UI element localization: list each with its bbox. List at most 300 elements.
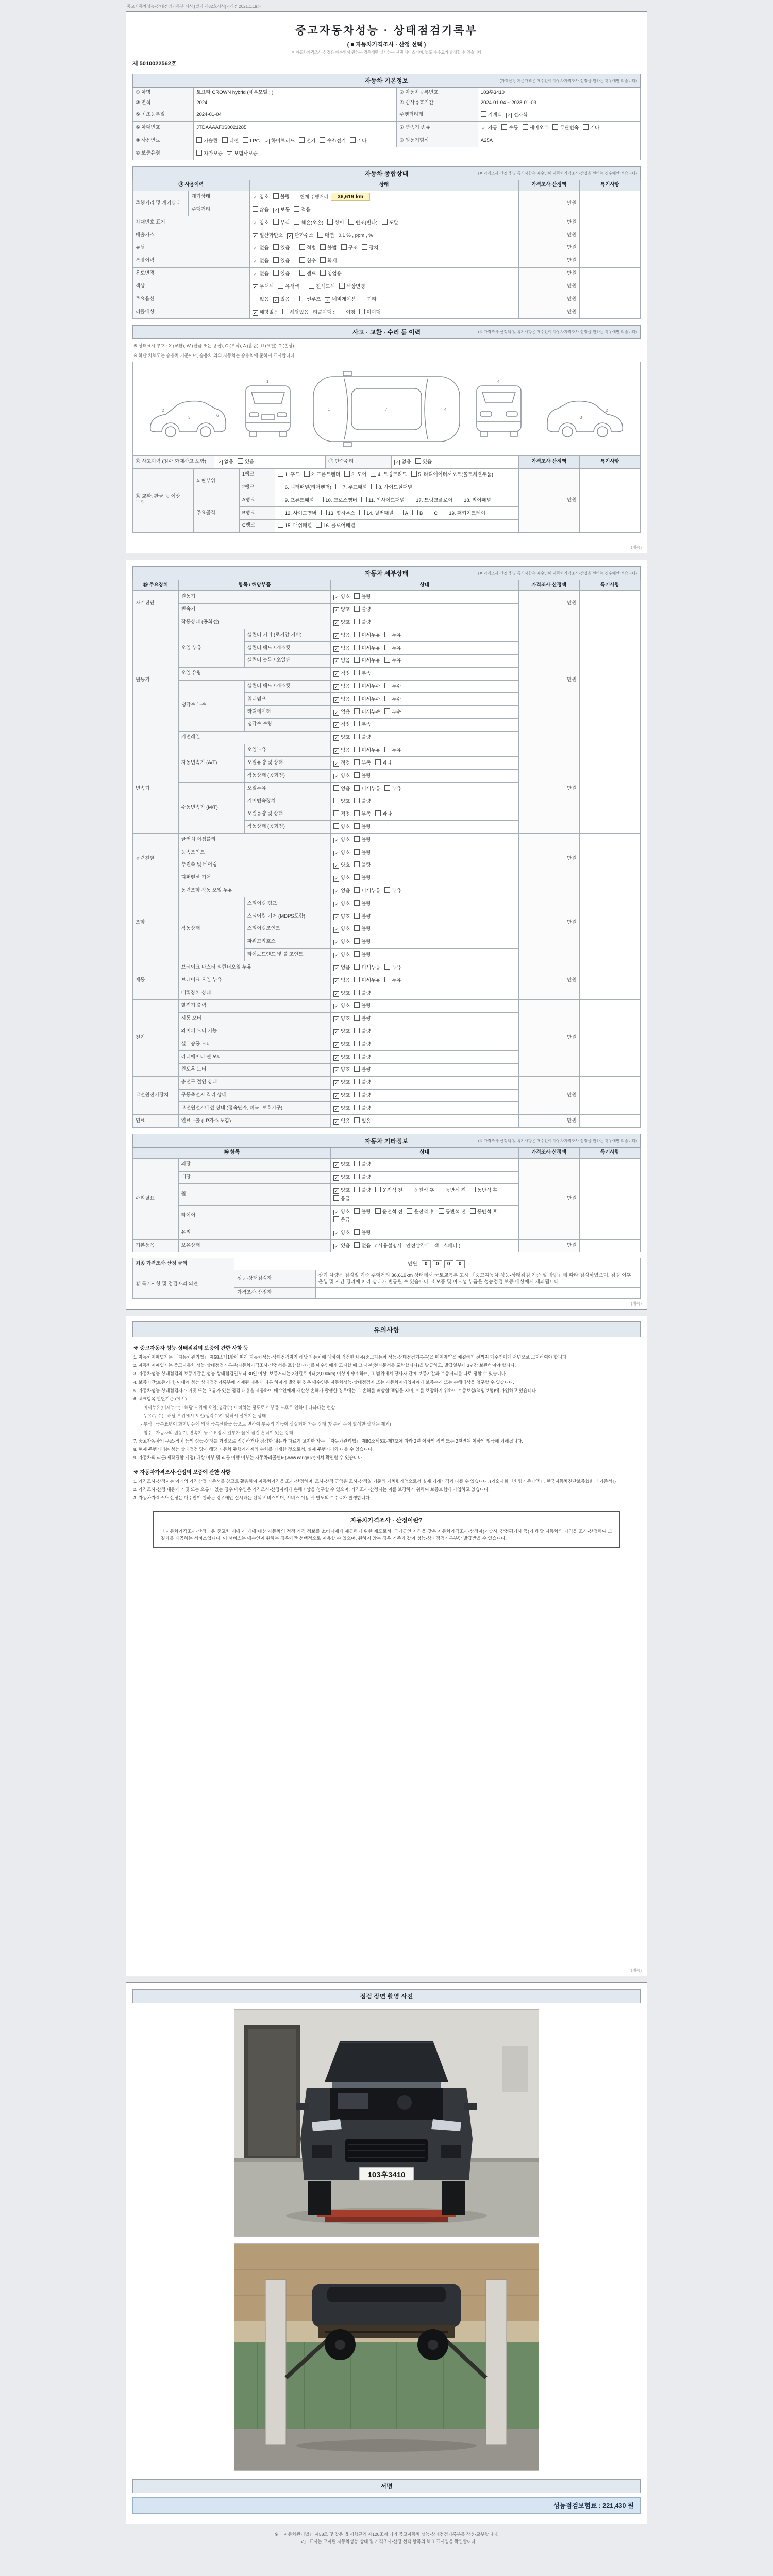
checked-box-icon[interactable]: ✓	[253, 272, 258, 277]
empty-box-icon[interactable]	[359, 309, 365, 314]
checkbox-전체도색[interactable]	[309, 283, 335, 291]
checked-box-icon[interactable]: ✓	[333, 914, 339, 920]
checkbox-양호[interactable]	[333, 1055, 350, 1061]
checked-box-icon[interactable]: ✓	[333, 940, 339, 945]
checkbox-불량[interactable]	[354, 593, 371, 601]
empty-box-icon[interactable]	[354, 1229, 360, 1235]
checkbox-침수[interactable]	[299, 257, 316, 265]
checkbox-양호[interactable]	[333, 594, 350, 601]
empty-box-icon[interactable]	[354, 593, 360, 599]
checkbox-불량[interactable]	[354, 1208, 371, 1216]
checkbox-5. 라디에이터서포트(볼트체결부품)[interactable]	[411, 471, 493, 479]
empty-box-icon[interactable]	[354, 1187, 360, 1192]
checked-box-icon[interactable]: ✓	[253, 284, 258, 290]
checkbox-양호[interactable]	[333, 914, 350, 921]
checkbox-탄화수소[interactable]	[287, 233, 313, 240]
checked-box-icon[interactable]: ✓	[333, 1162, 339, 1168]
checkbox-불량[interactable]	[354, 1079, 371, 1087]
checkbox-과다[interactable]	[375, 759, 392, 767]
empty-box-icon[interactable]	[382, 219, 388, 225]
empty-box-icon[interactable]	[427, 510, 432, 515]
empty-box-icon[interactable]	[354, 619, 360, 624]
empty-box-icon[interactable]	[339, 283, 345, 289]
empty-box-icon[interactable]	[354, 1002, 360, 1008]
checkbox-양호[interactable]	[333, 1230, 350, 1237]
checkbox-양호[interactable]	[333, 1106, 350, 1112]
empty-box-icon[interactable]	[354, 1041, 360, 1046]
checkbox-이행[interactable]	[339, 309, 355, 316]
checkbox-부족[interactable]	[354, 810, 371, 818]
checkbox-양호[interactable]	[333, 952, 350, 959]
checked-box-icon[interactable]: ✓	[333, 1210, 339, 1215]
checked-box-icon[interactable]: ✓	[333, 646, 339, 652]
checkbox-가솔린[interactable]	[196, 137, 218, 145]
empty-box-icon[interactable]	[481, 111, 486, 117]
checked-box-icon[interactable]: ✓	[333, 991, 339, 997]
checkbox-7. 루프패널[interactable]	[335, 484, 367, 492]
checkbox-부족[interactable]	[354, 721, 371, 728]
checked-box-icon[interactable]: ✓	[333, 1106, 339, 1112]
empty-box-icon[interactable]	[375, 1187, 381, 1192]
checkbox-불량[interactable]	[354, 861, 371, 869]
checkbox-없음[interactable]	[333, 658, 350, 665]
checkbox-4. 트렁크리드[interactable]	[371, 471, 407, 479]
empty-box-icon[interactable]	[320, 257, 326, 263]
empty-box-icon[interactable]	[354, 606, 360, 612]
checkbox-있음[interactable]	[415, 458, 432, 466]
checkbox-과다[interactable]	[375, 810, 392, 818]
checkbox-썬루프[interactable]	[299, 296, 321, 303]
empty-box-icon[interactable]	[361, 497, 367, 502]
checked-box-icon[interactable]: ✓	[333, 838, 339, 843]
empty-box-icon[interactable]	[273, 244, 279, 250]
checkbox-불량[interactable]	[354, 1015, 371, 1023]
checked-box-icon[interactable]: ✓	[333, 1244, 339, 1249]
empty-box-icon[interactable]	[354, 990, 360, 995]
checkbox-없음[interactable]	[217, 459, 233, 466]
checkbox-해당없음[interactable]	[253, 310, 279, 316]
checkbox-양호[interactable]	[333, 798, 350, 805]
empty-box-icon[interactable]	[375, 759, 381, 765]
empty-box-icon[interactable]	[354, 708, 360, 714]
empty-box-icon[interactable]	[501, 124, 507, 130]
checkbox-미세누유[interactable]	[354, 632, 380, 639]
empty-box-icon[interactable]	[354, 798, 360, 803]
checkbox-디젤[interactable]	[222, 137, 239, 145]
checkbox-응급[interactable]	[333, 1216, 350, 1224]
checkbox-없음[interactable]	[333, 697, 350, 703]
empty-box-icon[interactable]	[316, 522, 322, 528]
checkbox-네비게이션[interactable]	[325, 297, 356, 303]
empty-box-icon[interactable]	[354, 747, 360, 752]
checkbox-있음[interactable]	[333, 1243, 350, 1250]
empty-box-icon[interactable]	[344, 471, 350, 477]
checked-box-icon[interactable]: ✓	[333, 761, 339, 767]
empty-box-icon[interactable]	[282, 309, 288, 314]
checkbox-양호[interactable]	[333, 1175, 350, 1181]
checkbox-있음[interactable]	[273, 244, 290, 252]
checkbox-불량[interactable]	[354, 1174, 371, 1181]
empty-box-icon[interactable]	[348, 219, 354, 225]
checkbox-적정[interactable]	[333, 722, 350, 728]
empty-box-icon[interactable]	[294, 219, 299, 225]
empty-box-icon[interactable]	[407, 1208, 412, 1214]
checkbox-양호[interactable]	[333, 1188, 350, 1194]
checkbox-렌트[interactable]	[299, 270, 316, 278]
empty-box-icon[interactable]	[309, 283, 314, 289]
checkbox-미세누유[interactable]	[354, 785, 380, 793]
checkbox-불량[interactable]	[354, 874, 371, 882]
checkbox-적음[interactable]	[294, 206, 310, 214]
empty-box-icon[interactable]	[354, 1117, 360, 1123]
checked-box-icon[interactable]: ✓	[253, 246, 258, 251]
empty-box-icon[interactable]	[273, 193, 279, 199]
checked-box-icon[interactable]: ✓	[253, 195, 258, 200]
empty-box-icon[interactable]	[196, 137, 202, 143]
checked-box-icon[interactable]: ✓	[333, 965, 339, 971]
checked-box-icon[interactable]: ✓	[333, 876, 339, 882]
empty-box-icon[interactable]	[304, 471, 310, 477]
checkbox-양호[interactable]	[253, 194, 269, 201]
checkbox-양호[interactable]	[333, 1162, 350, 1168]
checked-box-icon[interactable]: ✓	[333, 902, 339, 907]
checkbox-누수[interactable]	[384, 683, 401, 690]
checkbox-누유[interactable]	[384, 964, 401, 972]
checkbox-없음[interactable]	[333, 748, 350, 754]
empty-box-icon[interactable]	[299, 270, 305, 276]
empty-box-icon[interactable]	[354, 913, 360, 919]
empty-box-icon[interactable]	[339, 309, 344, 314]
checked-box-icon[interactable]: ✓	[333, 953, 339, 958]
empty-box-icon[interactable]	[354, 683, 360, 688]
empty-box-icon[interactable]	[354, 772, 360, 778]
checkbox-불량[interactable]	[354, 913, 371, 921]
checkbox-없음[interactable]	[333, 709, 350, 716]
checkbox-일산화탄소[interactable]	[253, 233, 283, 240]
checkbox-13. 휠하우스[interactable]	[321, 510, 356, 517]
checkbox-LPG[interactable]	[243, 137, 260, 145]
empty-box-icon[interactable]	[470, 1208, 476, 1214]
checked-box-icon[interactable]: ✓	[506, 113, 512, 118]
checkbox-불량[interactable]	[354, 900, 371, 908]
checkbox-양호[interactable]	[333, 620, 350, 626]
checked-box-icon[interactable]: ✓	[333, 1004, 339, 1009]
checkbox-불량[interactable]	[354, 1187, 371, 1194]
empty-box-icon[interactable]	[354, 1105, 360, 1110]
checked-box-icon[interactable]: ✓	[333, 595, 339, 600]
empty-box-icon[interactable]	[321, 510, 327, 515]
checked-box-icon[interactable]: ✓	[333, 658, 339, 664]
checkbox-미세누수[interactable]	[354, 696, 380, 703]
checkbox-양호[interactable]	[333, 837, 350, 844]
checkbox-양호[interactable]	[333, 1003, 350, 1010]
checkbox-없음[interactable]	[354, 1242, 371, 1250]
empty-box-icon[interactable]	[327, 219, 333, 225]
empty-box-icon[interactable]	[354, 670, 360, 675]
checkbox-자가보증[interactable]	[196, 150, 223, 158]
checked-box-icon[interactable]: ✓	[333, 1175, 339, 1181]
empty-box-icon[interactable]	[354, 632, 360, 637]
checkbox-미세누수[interactable]	[354, 708, 380, 716]
checkbox-불량[interactable]	[354, 619, 371, 626]
checkbox-기타[interactable]	[360, 296, 376, 303]
checked-box-icon[interactable]: ✓	[333, 774, 339, 779]
empty-box-icon[interactable]	[375, 1208, 381, 1214]
empty-box-icon[interactable]	[523, 124, 528, 130]
empty-box-icon[interactable]	[278, 283, 283, 289]
checkbox-색상변경[interactable]	[339, 283, 365, 291]
checkbox-없음[interactable]	[253, 258, 269, 265]
checkbox-불량[interactable]	[354, 1229, 371, 1237]
empty-box-icon[interactable]	[320, 137, 325, 143]
checkbox-양호[interactable]	[333, 735, 350, 741]
empty-box-icon[interactable]	[354, 1066, 360, 1072]
checkbox-A[interactable]	[398, 510, 408, 517]
checkbox-불량[interactable]	[354, 1054, 371, 1061]
checkbox-불량[interactable]	[354, 849, 371, 857]
checkbox-변조(변타)[interactable]	[348, 219, 378, 227]
empty-box-icon[interactable]	[412, 510, 418, 515]
checked-box-icon[interactable]: ✓	[333, 1119, 339, 1125]
checkbox-전자식[interactable]	[506, 112, 528, 119]
checkbox-2. 프론트펜더[interactable]	[304, 471, 340, 479]
checkbox-구조[interactable]	[341, 244, 358, 252]
checkbox-불량[interactable]	[354, 1066, 371, 1074]
checkbox-적법[interactable]	[299, 244, 316, 252]
checkbox-운전석 후[interactable]	[407, 1187, 434, 1194]
empty-box-icon[interactable]	[317, 232, 323, 238]
empty-box-icon[interactable]	[333, 785, 339, 791]
checkbox-누유[interactable]	[384, 645, 401, 652]
checkbox-양호[interactable]	[333, 991, 350, 997]
checked-box-icon[interactable]: ✓	[253, 259, 258, 264]
checkbox-미세누유[interactable]	[354, 977, 380, 985]
empty-box-icon[interactable]	[552, 124, 558, 130]
empty-box-icon[interactable]	[222, 137, 228, 143]
checked-box-icon[interactable]: ✓	[333, 684, 339, 690]
checkbox-양호[interactable]	[333, 1080, 350, 1087]
checkbox-세미오토[interactable]	[523, 124, 549, 132]
empty-box-icon[interactable]	[360, 296, 365, 301]
checked-box-icon[interactable]: ✓	[333, 633, 339, 639]
empty-box-icon[interactable]	[354, 1174, 360, 1179]
empty-box-icon[interactable]	[371, 471, 376, 477]
checkbox-양호[interactable]	[333, 939, 350, 946]
checkbox-누유[interactable]	[384, 657, 401, 665]
empty-box-icon[interactable]	[354, 823, 360, 829]
empty-box-icon[interactable]	[409, 497, 414, 502]
checked-box-icon[interactable]: ✓	[333, 748, 339, 754]
empty-box-icon[interactable]	[354, 759, 360, 765]
checkbox-12. 사이드멤버[interactable]	[278, 510, 317, 517]
empty-box-icon[interactable]	[354, 734, 360, 739]
checkbox-미세누유[interactable]	[354, 887, 380, 895]
empty-box-icon[interactable]	[273, 219, 279, 225]
checkbox-없음[interactable]	[333, 646, 350, 652]
checkbox-누수[interactable]	[384, 708, 401, 716]
checkbox-동반석 후[interactable]	[470, 1208, 497, 1216]
checked-box-icon[interactable]: ✓	[333, 1016, 339, 1022]
checkbox-누수[interactable]	[384, 696, 401, 703]
empty-box-icon[interactable]	[384, 887, 390, 893]
checked-box-icon[interactable]: ✓	[394, 460, 400, 465]
checked-box-icon[interactable]: ✓	[253, 310, 258, 316]
checkbox-훼손(오손)[interactable]	[294, 219, 323, 227]
checkbox-보험사보증[interactable]	[227, 151, 258, 158]
checkbox-기타[interactable]	[583, 124, 599, 132]
checkbox-적정[interactable]	[333, 671, 350, 677]
empty-box-icon[interactable]	[333, 1195, 339, 1201]
checkbox-8. 사이드실패널[interactable]	[371, 484, 412, 492]
checkbox-매연[interactable]	[317, 232, 334, 240]
checkbox-17. 트렁크플로어[interactable]	[409, 497, 452, 504]
empty-box-icon[interactable]	[354, 964, 360, 970]
empty-box-icon[interactable]	[238, 458, 243, 464]
empty-box-icon[interactable]	[354, 977, 360, 982]
empty-box-icon[interactable]	[320, 270, 326, 276]
checkbox-양호[interactable]	[333, 850, 350, 857]
empty-box-icon[interactable]	[354, 645, 360, 650]
checkbox-미세누유[interactable]	[354, 645, 380, 652]
empty-box-icon[interactable]	[384, 977, 390, 982]
checkbox-없음[interactable]	[333, 978, 350, 985]
empty-box-icon[interactable]	[253, 296, 258, 301]
checkbox-상이[interactable]	[327, 219, 344, 227]
checkbox-양호[interactable]	[333, 1067, 350, 1074]
checkbox-도말[interactable]	[382, 219, 398, 227]
empty-box-icon[interactable]	[333, 1216, 339, 1222]
checked-box-icon[interactable]: ✓	[333, 1067, 339, 1073]
empty-box-icon[interactable]	[384, 696, 390, 701]
checkbox-불량[interactable]	[354, 734, 371, 741]
checkbox-적정[interactable]	[333, 760, 350, 767]
checkbox-수소전기[interactable]	[320, 137, 346, 145]
empty-box-icon[interactable]	[583, 124, 589, 130]
empty-box-icon[interactable]	[354, 887, 360, 893]
empty-box-icon[interactable]	[384, 683, 390, 688]
empty-box-icon[interactable]	[278, 510, 283, 515]
checkbox-해당있음[interactable]	[282, 309, 309, 316]
empty-box-icon[interactable]	[354, 1079, 360, 1084]
checkbox-화재[interactable]	[320, 257, 337, 265]
checkbox-없음[interactable]	[333, 1118, 350, 1125]
checkbox-양호[interactable]	[333, 862, 350, 869]
checkbox-양호[interactable]	[333, 1029, 350, 1036]
empty-box-icon[interactable]	[384, 632, 390, 637]
checked-box-icon[interactable]: ✓	[333, 607, 339, 613]
empty-box-icon[interactable]	[354, 900, 360, 906]
checked-box-icon[interactable]: ✓	[333, 1055, 339, 1061]
checkbox-없음[interactable]	[394, 459, 411, 466]
checked-box-icon[interactable]: ✓	[333, 889, 339, 894]
checkbox-영업용[interactable]	[320, 270, 342, 278]
empty-box-icon[interactable]	[341, 244, 347, 250]
empty-box-icon[interactable]	[299, 244, 305, 250]
empty-box-icon[interactable]	[354, 810, 360, 816]
checkbox-많음[interactable]	[253, 206, 269, 214]
empty-box-icon[interactable]	[442, 510, 447, 515]
checked-box-icon[interactable]: ✓	[333, 722, 339, 728]
empty-box-icon[interactable]	[354, 874, 360, 880]
empty-box-icon[interactable]	[411, 471, 417, 477]
empty-box-icon[interactable]	[354, 785, 360, 791]
checkbox-14. 필러패널[interactable]	[359, 510, 394, 517]
empty-box-icon[interactable]	[384, 708, 390, 714]
checkbox-적정[interactable]	[333, 810, 350, 818]
checkbox-3. 도어[interactable]	[344, 471, 366, 479]
checked-box-icon[interactable]: ✓	[481, 126, 486, 131]
empty-box-icon[interactable]	[299, 137, 305, 143]
empty-box-icon[interactable]	[439, 1187, 444, 1192]
checked-box-icon[interactable]: ✓	[333, 671, 339, 677]
checkbox-무채색[interactable]	[253, 284, 274, 291]
checkbox-불량[interactable]	[354, 951, 371, 959]
checkbox-미세누유[interactable]	[354, 747, 380, 754]
checkbox-양호[interactable]	[333, 875, 350, 882]
checked-box-icon[interactable]: ✓	[333, 1188, 339, 1194]
checked-box-icon[interactable]: ✓	[333, 978, 339, 984]
empty-box-icon[interactable]	[299, 296, 305, 301]
empty-box-icon[interactable]	[354, 861, 360, 867]
empty-box-icon[interactable]	[320, 244, 326, 250]
checkbox-무단변속[interactable]	[552, 124, 579, 132]
empty-box-icon[interactable]	[415, 458, 421, 464]
empty-box-icon[interactable]	[350, 137, 356, 143]
empty-box-icon[interactable]	[384, 785, 390, 791]
checkbox-C[interactable]	[427, 510, 438, 517]
checkbox-없음[interactable]	[333, 633, 350, 639]
empty-box-icon[interactable]	[243, 137, 248, 143]
empty-box-icon[interactable]	[457, 497, 462, 502]
checkbox-6. 쿼터패널(리어펜더)[interactable]	[278, 484, 331, 492]
checkbox-장치[interactable]	[362, 244, 378, 252]
checkbox-응급[interactable]	[333, 1195, 350, 1203]
empty-box-icon[interactable]	[384, 657, 390, 663]
empty-box-icon[interactable]	[354, 1015, 360, 1021]
checkbox-불량[interactable]	[354, 1161, 371, 1168]
checkbox-기계식[interactable]	[481, 111, 502, 119]
checkbox-15. 대쉬패널[interactable]	[278, 522, 312, 530]
empty-box-icon[interactable]	[278, 484, 283, 489]
checkbox-16. 플로어패널[interactable]	[316, 522, 355, 530]
checkbox-불량[interactable]	[354, 823, 371, 831]
checked-box-icon[interactable]: ✓	[273, 297, 279, 303]
checkbox-양호[interactable]	[333, 607, 350, 614]
checkbox-누유[interactable]	[384, 977, 401, 985]
empty-box-icon[interactable]	[362, 244, 367, 250]
empty-box-icon[interactable]	[371, 484, 377, 489]
checkbox-불량[interactable]	[273, 193, 290, 201]
empty-box-icon[interactable]	[333, 823, 339, 829]
checked-box-icon[interactable]: ✓	[273, 208, 279, 213]
empty-box-icon[interactable]	[294, 206, 299, 212]
empty-box-icon[interactable]	[318, 497, 324, 502]
checked-box-icon[interactable]: ✓	[333, 1231, 339, 1236]
checkbox-10. 크로스멤버[interactable]	[318, 497, 357, 504]
checkbox-불량[interactable]	[354, 1041, 371, 1048]
checkbox-미세누유[interactable]	[354, 657, 380, 665]
checkbox-1. 후드[interactable]	[278, 471, 300, 479]
empty-box-icon[interactable]	[335, 484, 341, 489]
empty-box-icon[interactable]	[354, 925, 360, 931]
empty-box-icon[interactable]	[354, 836, 360, 842]
checkbox-불량[interactable]	[354, 836, 371, 844]
empty-box-icon[interactable]	[470, 1187, 476, 1192]
checkbox-양호[interactable]	[333, 1042, 350, 1048]
checkbox-동반석 전[interactable]	[439, 1187, 466, 1194]
checked-box-icon[interactable]: ✓	[333, 1093, 339, 1099]
checkbox-19. 패키지트레이[interactable]	[442, 510, 485, 517]
